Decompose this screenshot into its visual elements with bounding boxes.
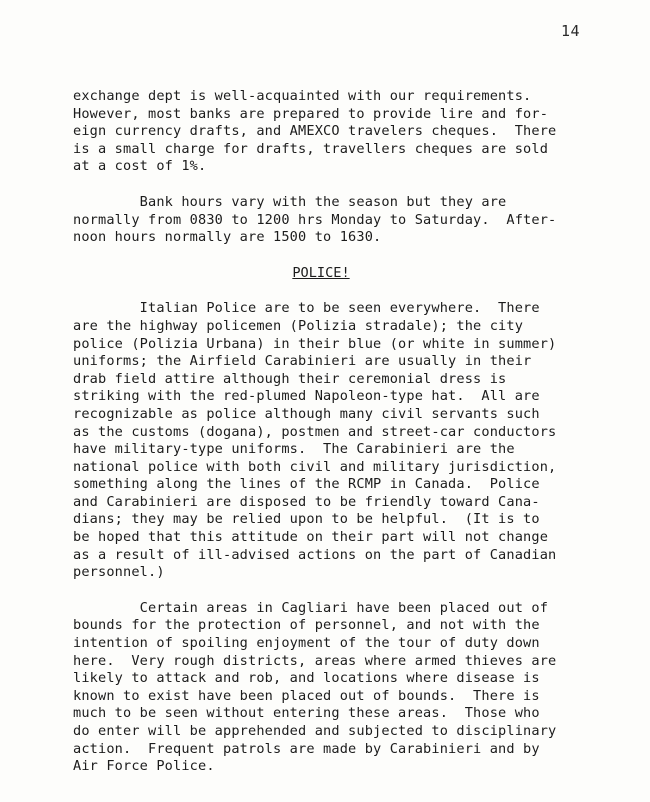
text-line: intention of spoiling enjoyment of the tour of duty down	[73, 635, 540, 652]
paragraph-bank-hours	[73, 194, 573, 247]
text-line: do enter will be apprehended and subjected to disciplinary	[73, 723, 557, 739]
text-line: here. Very rough districts, areas where armed thieves are	[73, 652, 557, 669]
text-line: have military-type uniforms. The Carabinieri are the	[73, 441, 515, 458]
document-body	[73, 88, 573, 776]
text-line: personnel.)	[73, 564, 165, 581]
text-line: at a cost of 1%.	[73, 158, 207, 175]
text-line: and Carabinieri are disposed to be friendly toward Cana-	[73, 493, 540, 510]
paragraph-police	[73, 300, 573, 582]
text-line: much to be seen without entering these areas. Those who	[73, 705, 540, 722]
text-line: uniforms; the Airfield Carabinieri are usually in their	[73, 353, 532, 370]
text-line: as the customs (dogana), postmen and street-car conductors	[73, 423, 557, 440]
text-line: recognizable as police although many civil servants such	[73, 405, 540, 422]
text-line: eign currency drafts, and AMEXCO travelers cheques. There	[73, 123, 557, 140]
text-line: dians; they may be relied upon to be helpful. (It is to	[73, 511, 540, 528]
paragraph-out-of-bounds	[73, 600, 573, 776]
text-line: Bank hours vary with the season but they are	[73, 193, 507, 210]
text-line: national police with both civil and military jurisdiction,	[73, 458, 557, 475]
text-line: likely to attack and rob, and locations where disease is	[73, 670, 540, 687]
text-line: police (Polizia Urbana) in their blue (or white in summer)	[73, 335, 557, 352]
paragraph-currency	[73, 88, 573, 176]
text-line: bounds for the protection of personnel, and not with the	[73, 617, 540, 634]
text-line: Italian Police are to be seen everywhere. There	[73, 300, 540, 317]
text-line: Air Force Police.	[73, 758, 215, 775]
text-line: striking with the red-plumed Napoleon-type hat. All are	[73, 388, 540, 405]
text-line: action. Frequent patrols are made by Carabinieri and by	[73, 740, 540, 757]
text-line: as a result of ill-advised actions on the part of Canadian	[73, 546, 557, 563]
text-line: is a small charge for drafts, travellers cheques are sold	[73, 140, 549, 157]
text-line: drab field attire although their ceremonial dress is	[73, 370, 507, 387]
text-line: be hoped that this attitude on their part will not change	[73, 529, 549, 546]
text-line: exchange dept is well-acquainted with our requirements.	[73, 88, 532, 104]
text-line: are the highway policemen (Polizia stradale); the city	[73, 317, 524, 334]
page-number: 14	[561, 22, 581, 40]
text-line: noon hours normally are 1500 to 1630.	[73, 229, 382, 246]
text-line: Certain areas in Cagliari have been placed out of	[73, 599, 549, 616]
text-line: However, most banks are prepared to provide lire and for-	[73, 105, 549, 122]
text-line: known to exist have been placed out of bounds. There is	[73, 687, 540, 704]
text-line: normally from 0830 to 1200 hrs Monday to Saturday. After-	[73, 211, 557, 228]
section-heading: POLICE!	[292, 264, 350, 281]
text-line: something along the lines of the RCMP in Canada. Police	[73, 476, 540, 493]
